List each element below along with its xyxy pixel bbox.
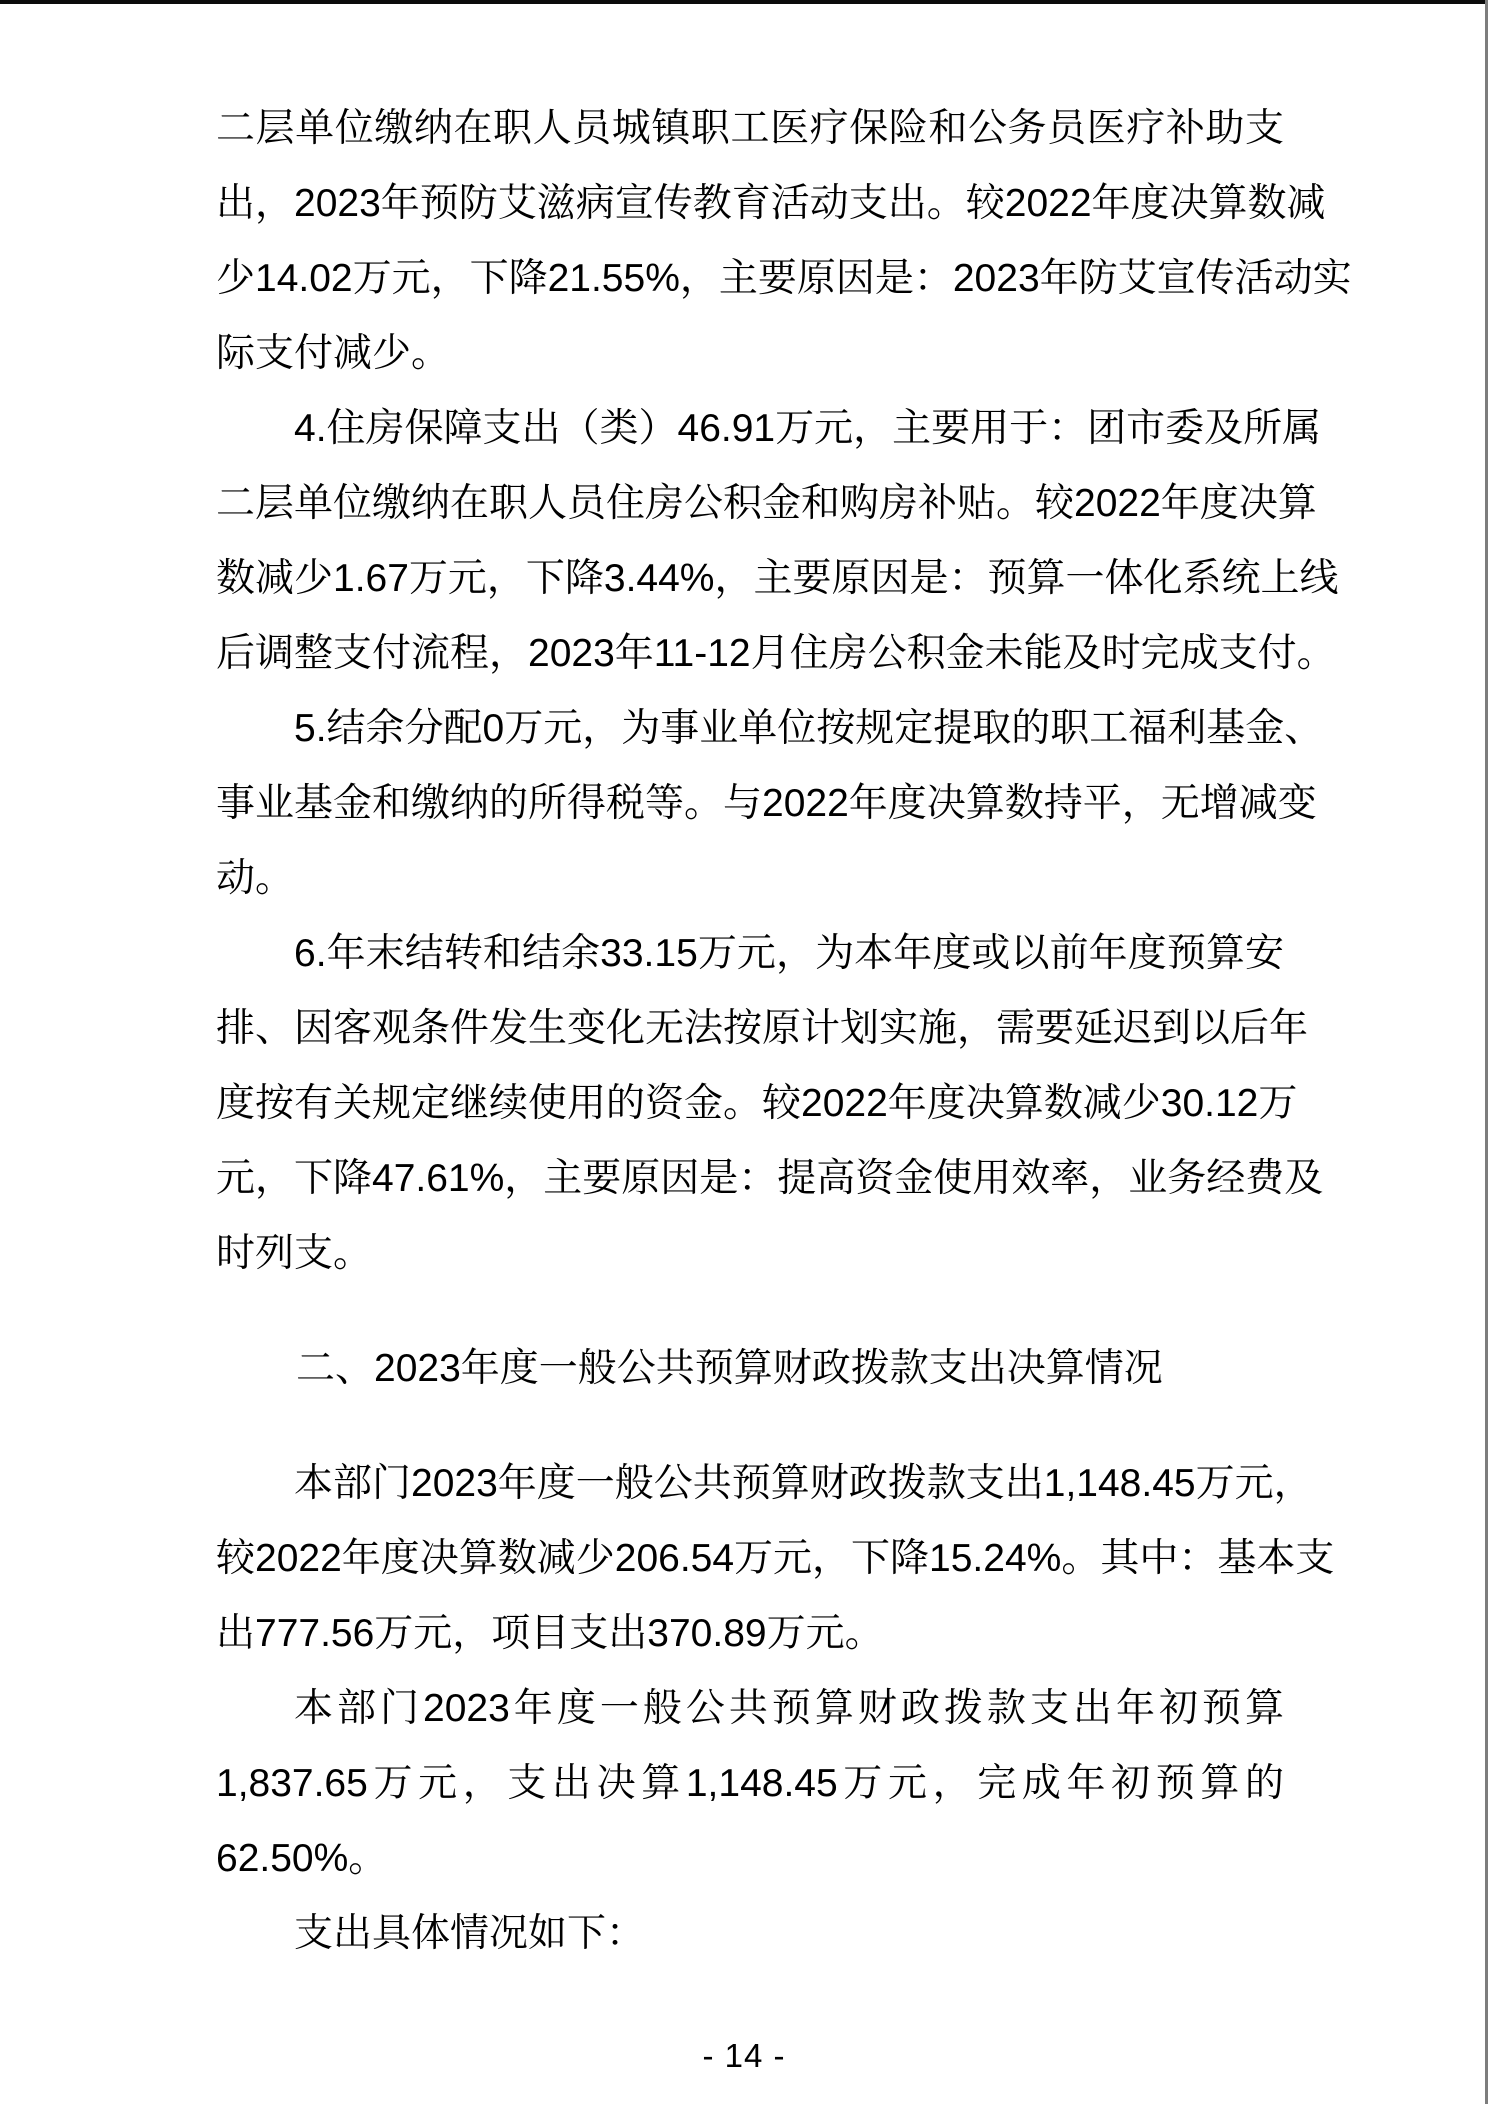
- text-line: 本部门2023年度一般公共预算财政拨款支出1,148.45万元，: [294, 1462, 1313, 1505]
- page-number: - 14 -: [702, 2037, 786, 2074]
- text-line: 本部门2023年度一般公共预算财政拨款支出年初预算: [294, 1687, 1284, 1730]
- text-line: 5.结余分配0万元，为事业单位按规定提取的职工福利基金、: [294, 707, 1324, 750]
- text-line: 动。: [216, 857, 295, 900]
- text-line: 出，2023年预防艾滋病宣传教育活动支出。较2022年度决算数减: [216, 182, 1326, 225]
- text-block: [216, 0, 1352, 1971]
- text-line: 少14.02万元，下降21.55%，主要原因是：2023年防艾宣传活动实: [216, 257, 1352, 300]
- text-line: 4.住房保障支出（类）46.91万元，主要用于：团市委及所属: [294, 407, 1322, 450]
- text-line: 较2022年度决算数减少206.54万元，下降15.24%。其中：基本支: [216, 1537, 1335, 1580]
- text-line: 元，下降47.61%，主要原因是：提高资金使用效率，业务经费及: [216, 1157, 1324, 1200]
- text-line: 62.50%。: [216, 1837, 388, 1880]
- text-line: 排、因客观条件发生变化无法按原计划实施，需要延迟到以后年: [216, 1007, 1309, 1050]
- section-heading: 二、2023年度一般公共预算财政拨款支出决算情况: [296, 1347, 1163, 1390]
- text-line: 6.年末结转和结余33.15万元，为本年度或以前年度预算安: [294, 932, 1284, 975]
- text-line: 际支付减少。: [216, 332, 451, 375]
- text-line: 后调整支付流程，2023年11-12月住房公积金未能及时完成支付。: [216, 632, 1336, 675]
- text-line: 二层单位缴纳在职人员住房公积金和购房补贴。较2022年度决算: [216, 482, 1317, 525]
- text-line: 时列支。: [216, 1232, 373, 1275]
- text-line: 度按有关规定继续使用的资金。较2022年度决算数减少30.12万: [216, 1082, 1298, 1125]
- text-line: 1,837.65万元，支出决算1,148.45万元，完成年初预算的: [216, 1762, 1284, 1805]
- text-line: 出777.56万元，项目支出370.89万元。: [216, 1612, 884, 1655]
- text-line: 事业基金和缴纳的所得税等。与2022年度决算数持平，无增减变: [216, 782, 1317, 825]
- text-line: 支出具体情况如下：: [294, 1912, 646, 1955]
- text-line: 数减少1.67万元，下降3.44%，主要原因是：预算一体化系统上线: [216, 557, 1339, 600]
- text-line: 二层单位缴纳在职人员城镇职工医疗保险和公务员医疗补助支: [216, 107, 1284, 150]
